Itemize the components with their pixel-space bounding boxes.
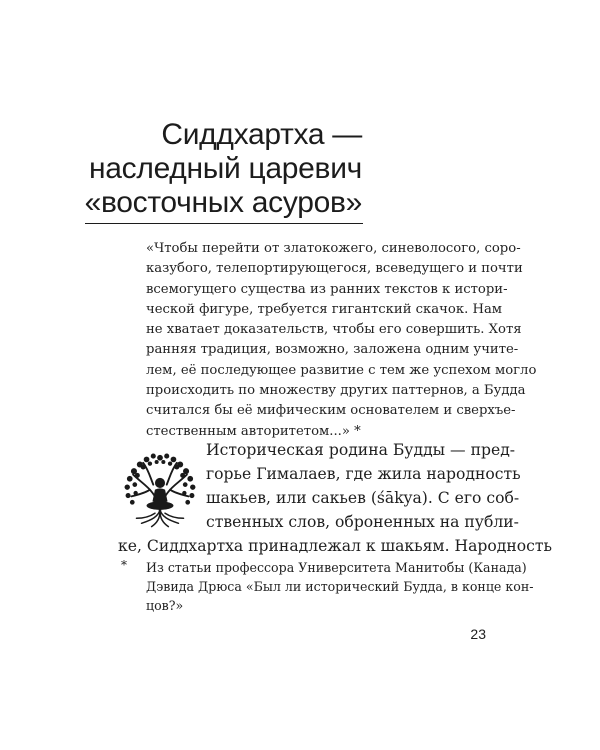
buddha-tree-icon <box>118 446 202 530</box>
epigraph-line: лем, её последующее развитие с тем же успехом могло <box>146 362 537 378</box>
tree-roots <box>136 510 183 527</box>
footnote-line: Из статьи профессора Университета Манитобы (Канада) <box>146 560 527 575</box>
page-number: 23 <box>470 626 486 642</box>
body-paragraph <box>118 438 552 558</box>
chapter-title-line: «восточных асуров» <box>84 186 362 219</box>
chapter-title-line: наследный царевич <box>89 152 362 185</box>
body-line: ственных слов, оброненных на публи- <box>206 513 519 531</box>
body-line: горье Гималаев, где жила народность <box>206 465 521 483</box>
footnote-line: Дэвида Дрюса «Был ли исторический Будда, в конце кон- <box>146 579 534 594</box>
body-line: Историческая родина Будды — пред- <box>206 441 516 459</box>
footnote-line: цов?» <box>146 598 184 613</box>
epigraph-line: казубого, телепортирующегося, всеведущего и почти <box>146 261 523 277</box>
footnote-marker: * <box>121 558 127 572</box>
epigraph-line: происходить по множеству других паттернов, а Будда <box>146 383 526 399</box>
epigraph-line: всемогущего существа из ранних текстов к истори- <box>146 281 508 297</box>
meditating-figure <box>147 478 174 510</box>
epigraph-line: не хватает доказательств, чтобы его совершить. Хотя <box>146 322 522 338</box>
epigraph-line: ческой фигуре, требуется гигантский скачок. Нам <box>146 301 503 317</box>
epigraph-line: «Чтобы перейти от златокожего, синеволосого, соро- <box>146 241 521 256</box>
footnote <box>146 558 534 615</box>
epigraph-line: стественным авторитетом...» * <box>146 423 361 439</box>
body-line: шакьев, или сакьев (śākya). С его соб- <box>206 489 520 507</box>
title-underline <box>85 223 363 224</box>
chapter-title-line: Сиддхартха — <box>161 118 362 151</box>
epigraph-line: ранняя традиция, возможно, заложена одним учите- <box>146 342 519 358</box>
epigraph-quote <box>146 239 537 442</box>
epigraph-line: считался бы её мифическим основателем и сверхъе- <box>146 403 516 419</box>
chapter-title <box>85 118 362 220</box>
body-line: ке, Сиддхартха принадлежал к шакьям. Народность <box>118 537 552 555</box>
